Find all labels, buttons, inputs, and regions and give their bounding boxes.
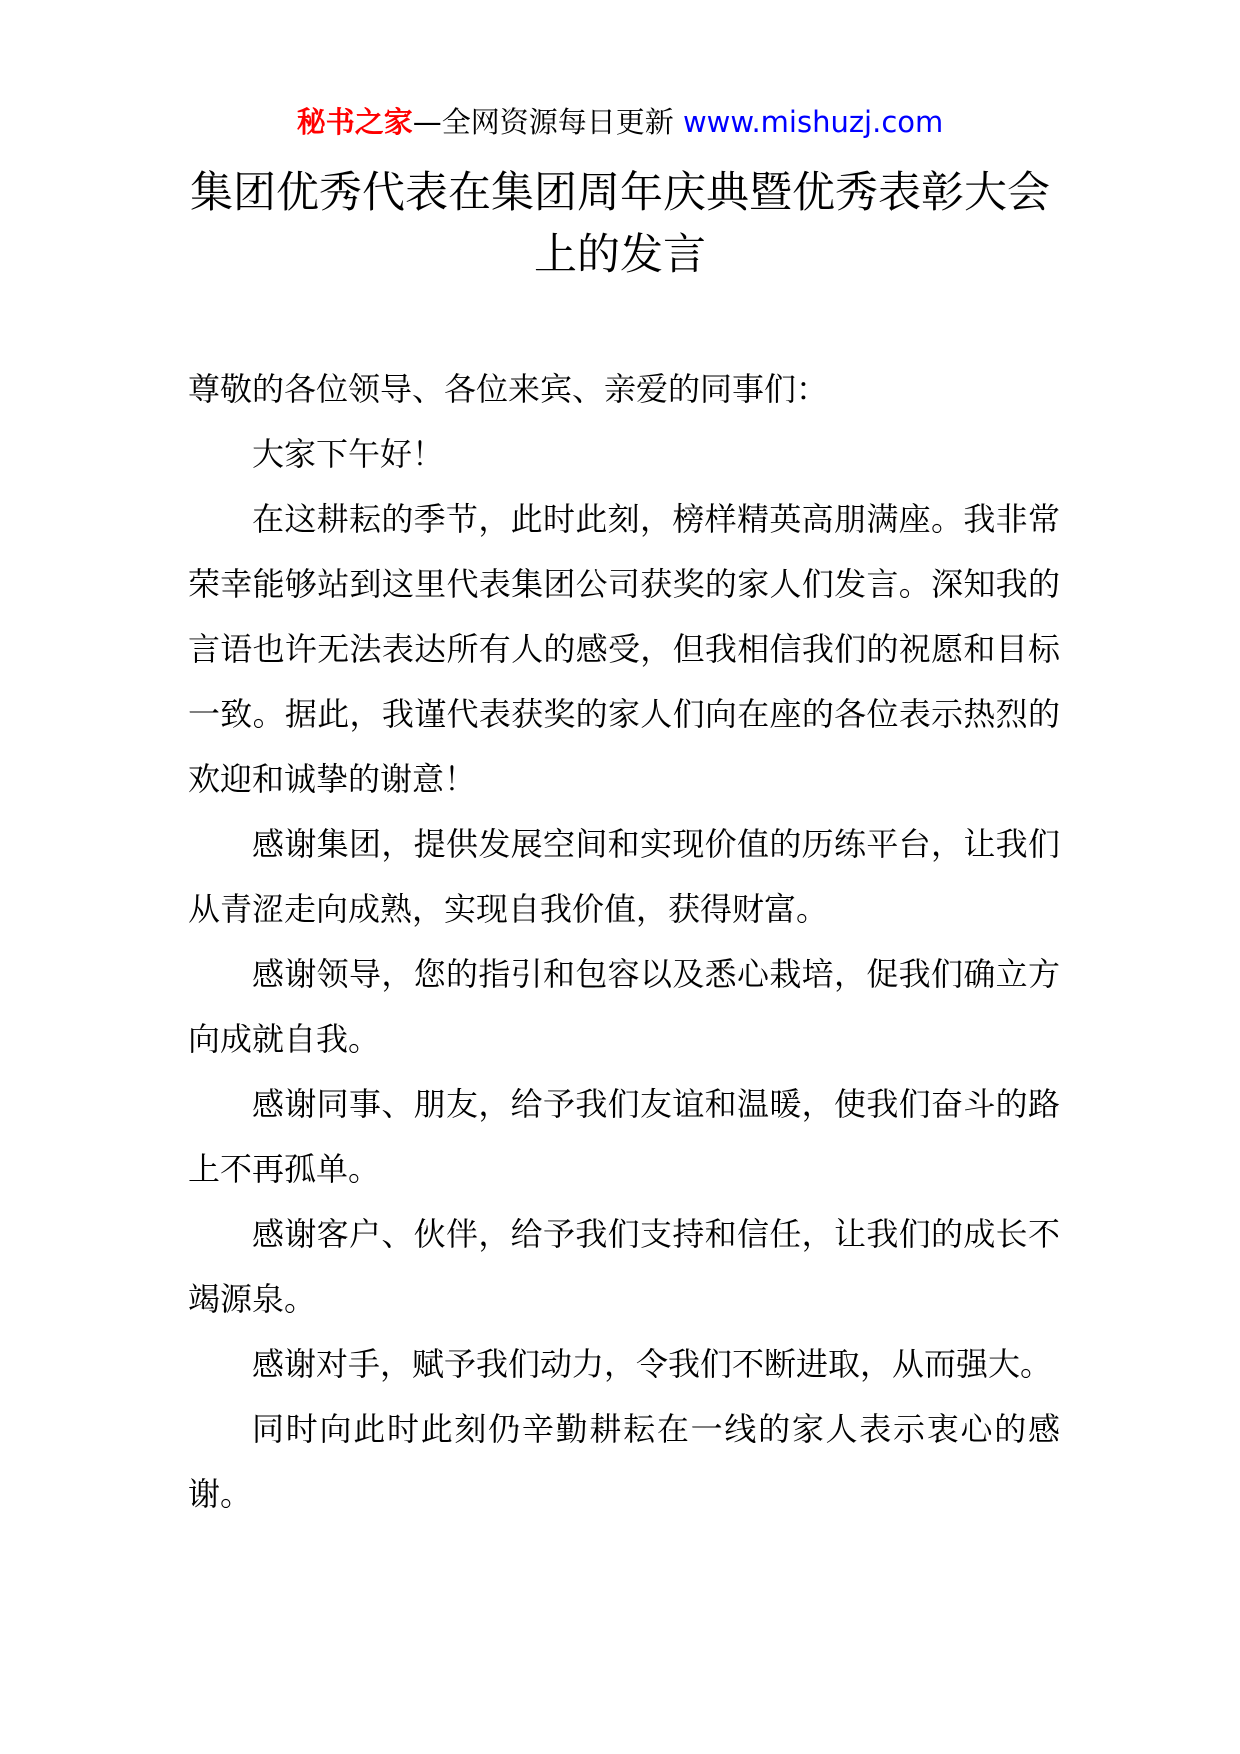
paragraph-thanks-colleagues: 感谢同事、朋友，给予我们友谊和温暖，使我们奋斗的路上不再孤单。 [188,1085,1060,1188]
document-title: 集团优秀代表在集团周年庆典暨优秀表彰大会上的发言 [190,168,1050,280]
paragraph-thanks-rivals: 感谢对手，赋予我们动力，令我们不断进取，从而强大。 [252,1345,1053,1383]
site-url-link[interactable]: www.mishuzj.com [682,105,944,139]
salutation: 尊敬的各位领导、各位来宾、亲爱的同事们： [188,370,829,408]
paragraph-thanks-frontline: 同时向此时此刻仍辛勤耕耘在一线的家人表示衷心的感谢。 [188,1410,1060,1513]
header-tagline: —全网资源每日更新 [412,105,683,139]
paragraph-thanks-clients: 感谢客户、伙伴，给予我们支持和信任，让我们的成长不竭源泉。 [188,1215,1060,1318]
site-header [0,102,1240,142]
paragraph-greeting: 大家下午好！ [252,435,445,473]
paragraph-thanks-leaders: 感谢领导，您的指引和包容以及悉心栽培，促我们确立方向成就自我。 [188,955,1060,1058]
document-body [188,357,1060,1527]
brand-name: 秘书之家 [296,105,413,139]
paragraph-thanks-group: 感谢集团，提供发展空间和实现价值的历练平台，让我们从青涩走向成熟，实现自我价值，获得财富。 [188,825,1060,928]
paragraph-opening: 在这耕耘的季节，此时此刻，榜样精英高朋满座。我非常荣幸能够站到这里代表集团公司获奖的家人们发言。深知我的言语也许无法表达所有人的感受，但我相信我们的祝愿和目标一致。据此，我谨代表获奖的家人们向在座的各位表示热烈的欢迎和诚挚的谢意！ [188,500,1060,798]
